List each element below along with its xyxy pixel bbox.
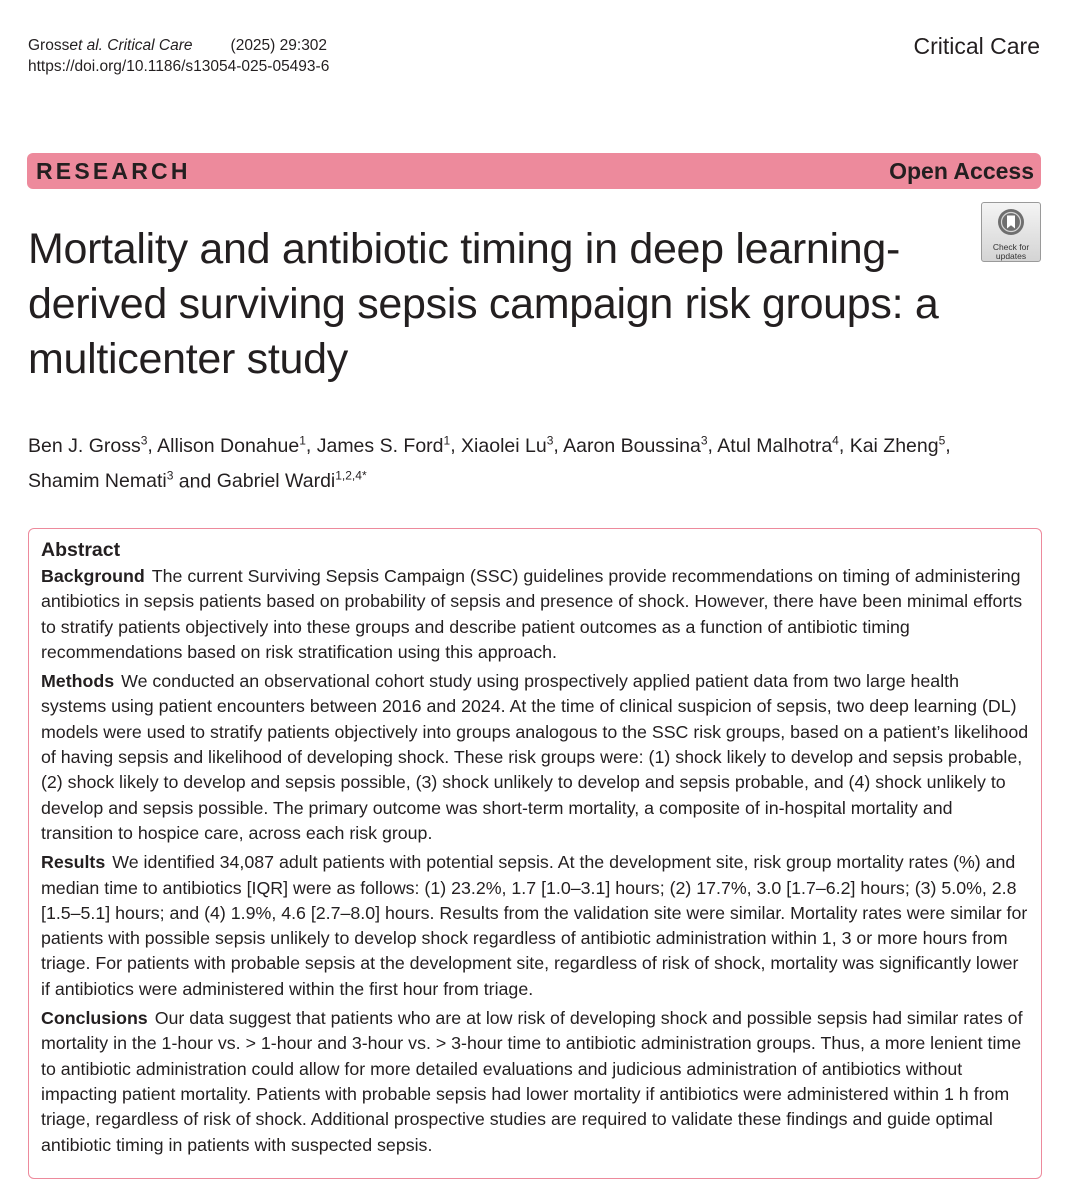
author[interactable] [563, 435, 707, 457]
open-access-label: Open Access [889, 158, 1034, 184]
abstract-heading: Abstract [41, 539, 121, 561]
abstract-methods [41, 669, 1029, 846]
section-label: Conclusions [41, 1008, 148, 1029]
author-affiliation: 3 [166, 468, 174, 483]
citation-etal: et al. Critical Care [69, 37, 193, 54]
author-name: Kai Zheng [849, 434, 939, 457]
author-separator: , [553, 434, 564, 457]
citation-block [28, 35, 329, 77]
check-for-updates-line2: updates [995, 250, 1027, 261]
author-name: Aaron Boussina [563, 434, 701, 457]
author-separator: and [173, 470, 217, 492]
author-name: Atul Malhotra [717, 434, 833, 457]
author-name: Allison Donahue [157, 434, 300, 457]
author[interactable] [461, 435, 553, 457]
doi-link[interactable]: https://doi.org/10.1186/s13054-025-05493-6 [28, 58, 330, 75]
section-text: Our data suggest that patients who are at low risk of developing shock and possible sepsis had similar rates of mortality in the 1-hour vs. > 1-hour and 3-hour vs. > 3-hour time to antibiotic administration groups. Thus, a more lenient time to antibiotic administration could allow for more detailed evaluations and judicious administration of antibiotics without impacting patient mortality. Patients with probable sepsis had lower mortality if antibiotics were administered within 1 h from triage, regardless of risk of shock. Additional prospective studies are required to validate these findings and guide optimal antibiotic timing in patients with suspected sepsis. [41, 1008, 1023, 1155]
section-label: Background [41, 566, 145, 586]
author-affiliation: 3 [140, 433, 148, 447]
author-separator: , [707, 434, 718, 457]
author[interactable] [717, 435, 839, 457]
author-separator: , [450, 434, 462, 457]
author-name: Ben J. Gross [28, 434, 141, 457]
author-separator: , [838, 434, 850, 457]
author-affiliation: 5 [938, 433, 946, 447]
citation-authors: Gross [28, 37, 70, 54]
author[interactable] [28, 435, 147, 457]
author-affiliation: 3 [546, 433, 554, 447]
author[interactable] [850, 435, 946, 457]
bookmark-icon [997, 208, 1025, 236]
author-separator: , [945, 434, 951, 457]
author-separator: , [305, 434, 317, 457]
section-text: The current Surviving Sepsis Campaign (SSC) guidelines provide recommendations on timing of administering antibiotics in sepsis patients based on probability of sepsis and presence of shock. However, there have been minimal efforts to stratify patients objectively into these groups and describe patient outcomes as a function of antibiotic timing recommendations based on risk stratification using this approach. [41, 566, 1023, 662]
check-for-updates-line1: Check for [992, 242, 1030, 252]
citation-year: (2025) 29:302 [230, 37, 328, 54]
author-affiliation: 4 [832, 433, 839, 447]
author-list [28, 425, 988, 496]
author-name: Shamim Nemati [28, 470, 167, 492]
section-label: Results [41, 852, 106, 873]
article-type-banner [27, 153, 1041, 189]
author-affiliation: 3 [700, 433, 708, 447]
author-separator: , [147, 434, 158, 457]
section-text: We conducted an observational cohort study using prospectively applied patient data from two large health systems using patient encounters between 2016 and 2024. At the time of clinical suspicion of sepsis, two deep learning (DL) models were used to stratify patients objectively into groups analogous to the SSC risk groups, based on a patient’s likelihood of having sepsis and likelihood of developing shock. These risk groups were: (1) shock likely to develop and sepsis probable, (2) shock likely to develop and sepsis possible, (3) shock unlikely to develop and sepsis probable, and (4) shock unlikely to develop and sepsis possible. The primary outcome was short-term mortality, a composite of in-hospital mortality and transition to hospice care, across each risk group. [41, 671, 1029, 843]
abstract-background [41, 564, 1029, 665]
abstract-conclusions [41, 1006, 1029, 1158]
author-affiliation: 1 [299, 433, 306, 447]
author-name: James S. Ford [316, 434, 444, 457]
journal-name: Critical Care [913, 33, 1040, 59]
article-title: Mortality and antibiotic timing in deep learning-derived surviving sepsis campaign risk groups: a multicenter study [28, 225, 939, 383]
author-name: Xiaolei Lu [461, 434, 547, 457]
author[interactable] [317, 435, 450, 457]
author-affiliation: 1,2,4* [335, 468, 367, 483]
section-label: Methods [41, 671, 115, 692]
abstract-results [41, 850, 1029, 1002]
article-type-label: RESEARCH [36, 158, 191, 184]
section-text: We identified 34,087 adult patients with potential sepsis. At the development site, risk group mortality rates (%) and median time to antibiotics [IQR] were as follows: (1) 23.2%, 1.7 [1.0–3.1] hours; (2) 17.7%, 3.0 [1.7–6.2] hours; (3) 5.0%, 2.8 [1.5–5.1] hours; and (4) 1.9%, 4.6 [2.7–8.0] hours. Results from the validation site were similar. Mortality rates were similar for patients with possible sepsis unlikely to develop shock regardless of antibiotic administration within 1, 3 or more hours from triage. For patients with probable sepsis at the development site, regardless of risk of shock, mortality was significantly lower if antibiotics were administered within the first hour from triage. [41, 852, 1028, 999]
check-for-updates-button[interactable] [981, 202, 1041, 262]
author-affiliation: 1 [443, 433, 451, 447]
author[interactable] [217, 470, 367, 492]
author[interactable] [28, 470, 173, 492]
author[interactable] [157, 435, 306, 457]
author-name: Gabriel Wardi [216, 470, 336, 492]
abstract-box [28, 528, 1042, 1179]
citation-line [28, 35, 329, 56]
